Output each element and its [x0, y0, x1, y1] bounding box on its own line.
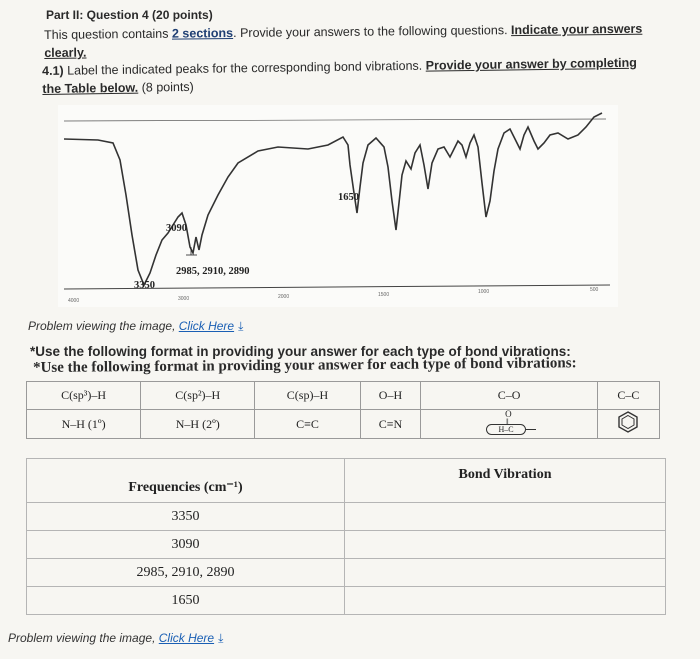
- problem-viewing-note-bottom: Problem viewing the image, Click Here ⤓: [8, 631, 224, 645]
- bond-csp2-h: C(sp²)–H: [141, 382, 255, 410]
- question-intro: This question contains 2 sections. Provide your answers to the following questions. Indicate your answers clearly.: [44, 21, 643, 60]
- amide-bond-line: [526, 429, 536, 430]
- peak-label-2985: 2985, 2910, 2890: [176, 266, 250, 277]
- bond-vibration-answer-cell[interactable]: [345, 531, 666, 559]
- bond-format-table: [26, 381, 660, 439]
- frequencies-header: Frequencies (cm⁻¹): [27, 459, 345, 503]
- amide-structure-cell: [421, 410, 597, 439]
- sections-emphasis: 2 sections: [171, 26, 234, 41]
- frequency-cell: 3090: [27, 531, 345, 559]
- bond-vibration-input[interactable]: [345, 588, 665, 614]
- bond-vibration-answer-cell[interactable]: [345, 559, 666, 587]
- amide-double-bond: ‖: [506, 417, 509, 427]
- tick-1000: 1000: [478, 289, 490, 295]
- table-instruction: Provide your answer by completing the Table below.: [42, 55, 637, 96]
- table-row: [27, 559, 666, 587]
- tick-2000: 2000: [278, 294, 290, 300]
- tick-1500: 1500: [378, 292, 390, 298]
- peak-label-3350: 3350: [134, 280, 155, 291]
- bond-c-triple-n: C≡N: [360, 410, 421, 439]
- frequency-cell: 3350: [27, 503, 345, 531]
- bond-c-o: C–O: [421, 382, 597, 410]
- table-row: [27, 503, 666, 531]
- benzene-ring-icon: [616, 410, 640, 434]
- click-here-link-bottom[interactable]: Click Here: [158, 631, 215, 645]
- bond-c-triple-c: C≡C: [255, 410, 360, 439]
- question-4-1: 4.1) Label the indicated peaks for the corresponding bond vibrations. Provide your answer by completing the Table below. (8 points): [42, 55, 637, 96]
- question-title: Part II: Question 4 (20 points): [46, 8, 213, 22]
- bond-format-row-2: [27, 410, 660, 439]
- amide-structure-icon: [474, 411, 544, 437]
- amide-hc-label: H–C: [486, 424, 526, 435]
- bond-format-row-1: [27, 382, 660, 410]
- table-row: [27, 587, 666, 615]
- peak-label-3090: 3090: [166, 223, 187, 234]
- answer-clearly-emphasis: Indicate your answers clearly.: [44, 21, 643, 60]
- bond-vibration-input[interactable]: [345, 560, 665, 586]
- answer-table: [26, 458, 666, 615]
- tick-4000: 4000: [68, 298, 80, 304]
- frequency-cell: 1650: [27, 587, 345, 615]
- tick-3000: 3000: [178, 296, 190, 302]
- bond-vibration-answer-cell[interactable]: [345, 503, 666, 531]
- bond-n-h-secondary: N–H (2º): [141, 410, 255, 439]
- download-icon: ⤓: [218, 631, 224, 645]
- format-note-serif: *Use the following format in providing your answer for each type of bond vibrations:: [33, 355, 577, 376]
- download-icon: ⤓: [238, 319, 244, 333]
- frequency-cell: 2985, 2910, 2890: [27, 559, 345, 587]
- ir-spectrum: [58, 105, 618, 307]
- click-here-link-top[interactable]: Click Here: [178, 319, 235, 333]
- bond-csp-h: C(sp)–H: [255, 382, 360, 410]
- peak-label-1650: 1650: [338, 192, 359, 203]
- amide-o-label: O: [505, 409, 512, 419]
- bond-o-h: O–H: [360, 382, 421, 410]
- format-note-sans: *Use the following format in providing your answer for each type of bond vibrations:: [30, 344, 571, 359]
- bond-vibration-header: Bond Vibration: [345, 459, 666, 503]
- spectrum-background: [58, 105, 618, 307]
- bond-c-c: C–C: [597, 382, 659, 410]
- answer-table-header: [27, 459, 666, 503]
- problem-viewing-note-top: Problem viewing the image, Click Here ⤓: [28, 319, 244, 333]
- bond-vibration-input[interactable]: [345, 504, 665, 530]
- bond-vibration-input[interactable]: [345, 532, 665, 558]
- tick-500: 500: [590, 287, 599, 293]
- bond-csp3-h: C(sp³)–H: [27, 382, 141, 410]
- bond-n-h-primary: N–H (1º): [27, 410, 141, 439]
- benzene-cell: [597, 410, 659, 439]
- bond-vibration-answer-cell[interactable]: [345, 587, 666, 615]
- table-row: [27, 531, 666, 559]
